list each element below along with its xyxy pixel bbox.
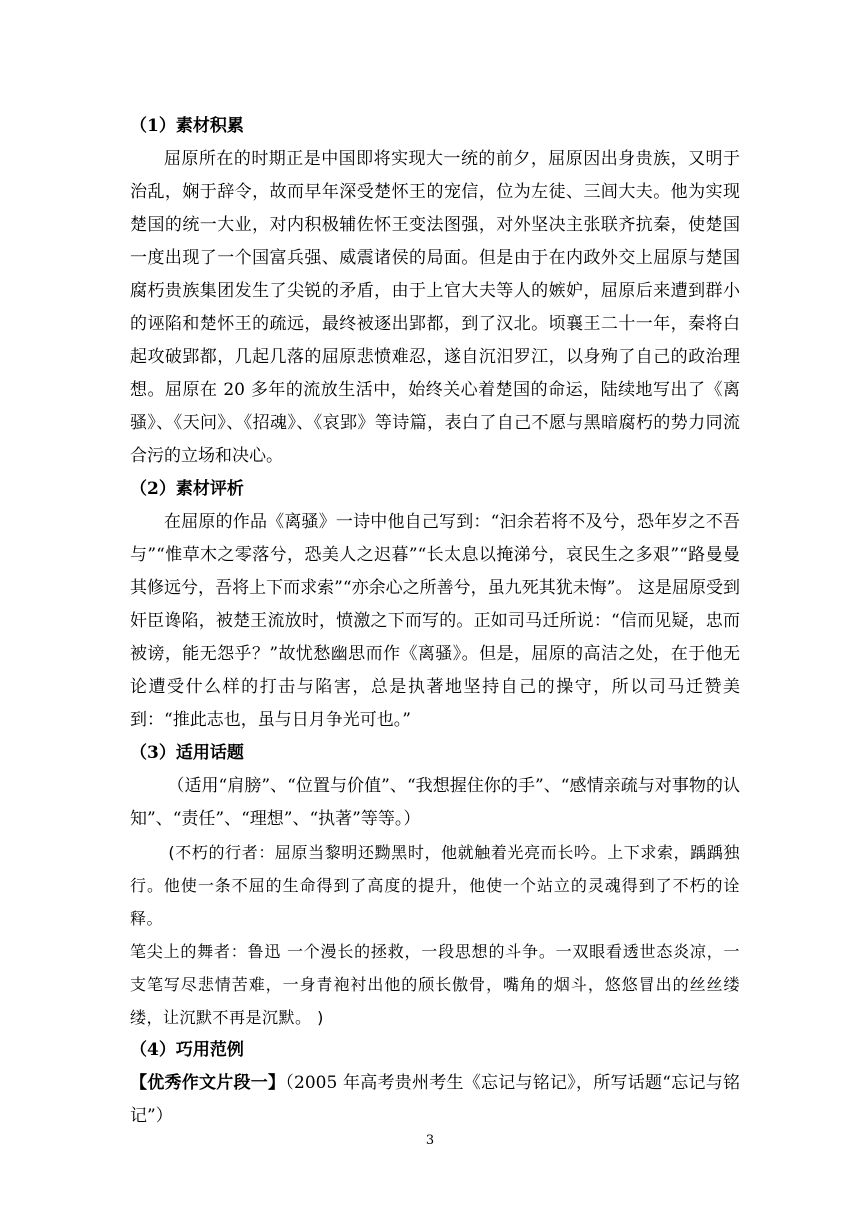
section-heading-topics: （3）适用话题 — [130, 743, 244, 763]
topics-note-luxun: 笔尖上的舞者：鲁迅 一个漫长的拯救，一段思想的斗争。一双眼看透世态炎凉，一支笔写尽悲情苦难，一身青袍衬出他的颀长傲骨，嘴角的烟斗，悠悠冒出的丝丝缕缕，让沉默不再是沉默。 ) — [130, 942, 740, 1027]
topics-paragraph: （适用“肩膀”、“位置与价值”、“我想握住你的手”、“感情亲疏与对事物的认知”、“责任”、“理想”、“执著”等等。） — [130, 776, 740, 829]
example-text: （2005 年高考贵州考生《忘记与铭记》，所写话题“忘记与铭记”） — [130, 1073, 741, 1126]
analysis-paragraph: 在屈原的作品《离骚》一诗中他自己写到：“汩余若将不及兮，恐年岁之不吾与”“惟草木之零落兮，恐美人之迟暮”“长太息以掩涕兮，哀民生之多艰”“路曼曼其修远兮，吾将上下而求索”“亦余心之所善兮，虽九死其犹未悔”。 这是屈原受到奸臣谗陷，被楚王流放时，愤激之下而写的。正如司马迁所说：“信而见疑，忠而被谤，能无怨乎？”故忧愁幽思而作《离骚》。但是，屈原的高洁之处，在于他无论遭受什么样的打击与陷害，总是执著地坚持自己的操守，所以司马迁赞美到：“推此志也，虽与日月争光可也。” — [130, 512, 740, 730]
example-line — [130, 1067, 740, 1133]
document-page — [130, 110, 740, 1133]
topics-note-quyuan: (不朽的行者：屈原当黎明还黝黑时，他就触着光亮而长吟。上下求索，踽踽独行。他使一条不屈的生命得到了高度的提升，他使一个站立的灵魂得到了不朽的诠释。 — [130, 843, 740, 928]
section-heading-examples: （4）巧用范例 — [130, 1040, 244, 1060]
example-label: 【优秀作文片段一】 — [130, 1073, 286, 1093]
section-heading-analysis: （2）素材评析 — [130, 479, 244, 499]
page-number: 3 — [425, 1133, 435, 1148]
section-heading-material: （1）素材积累 — [130, 116, 244, 136]
material-paragraph: 屈原所在的时期正是中国即将实现大一统的前夕，屈原因出身贵族，又明于治乱，娴于辞令，故而早年深受楚怀王的宠信，位为左徒、三闾大夫。他为实现楚国的统一大业，对内积极辅佐怀王变法图强，对外坚决主张联齐抗秦，使楚国一度出现了一个国富兵强、威震诸侯的局面。但是由于在内政外交上屈原与楚国腐朽贵族集团发生了尖锐的矛盾，由于上官大夫等人的嫉妒，屈原后来遭到群小的诬陷和楚怀王的疏远，最终被逐出郢都，到了汉北。顷襄王二十一年，秦将白起攻破郢都，几起几落的屈原悲愤难忍，遂自沉汨罗江，以身殉了自己的政治理想。屈原在 20 多年的流放生活中，始终关心着楚国的命运，陆续地写出了《离骚》、《天问》、《招魂》、《哀郢》等诗篇，表白了自己不愿与黑暗腐朽的势力同流合污的立场和决心。 — [130, 149, 740, 466]
